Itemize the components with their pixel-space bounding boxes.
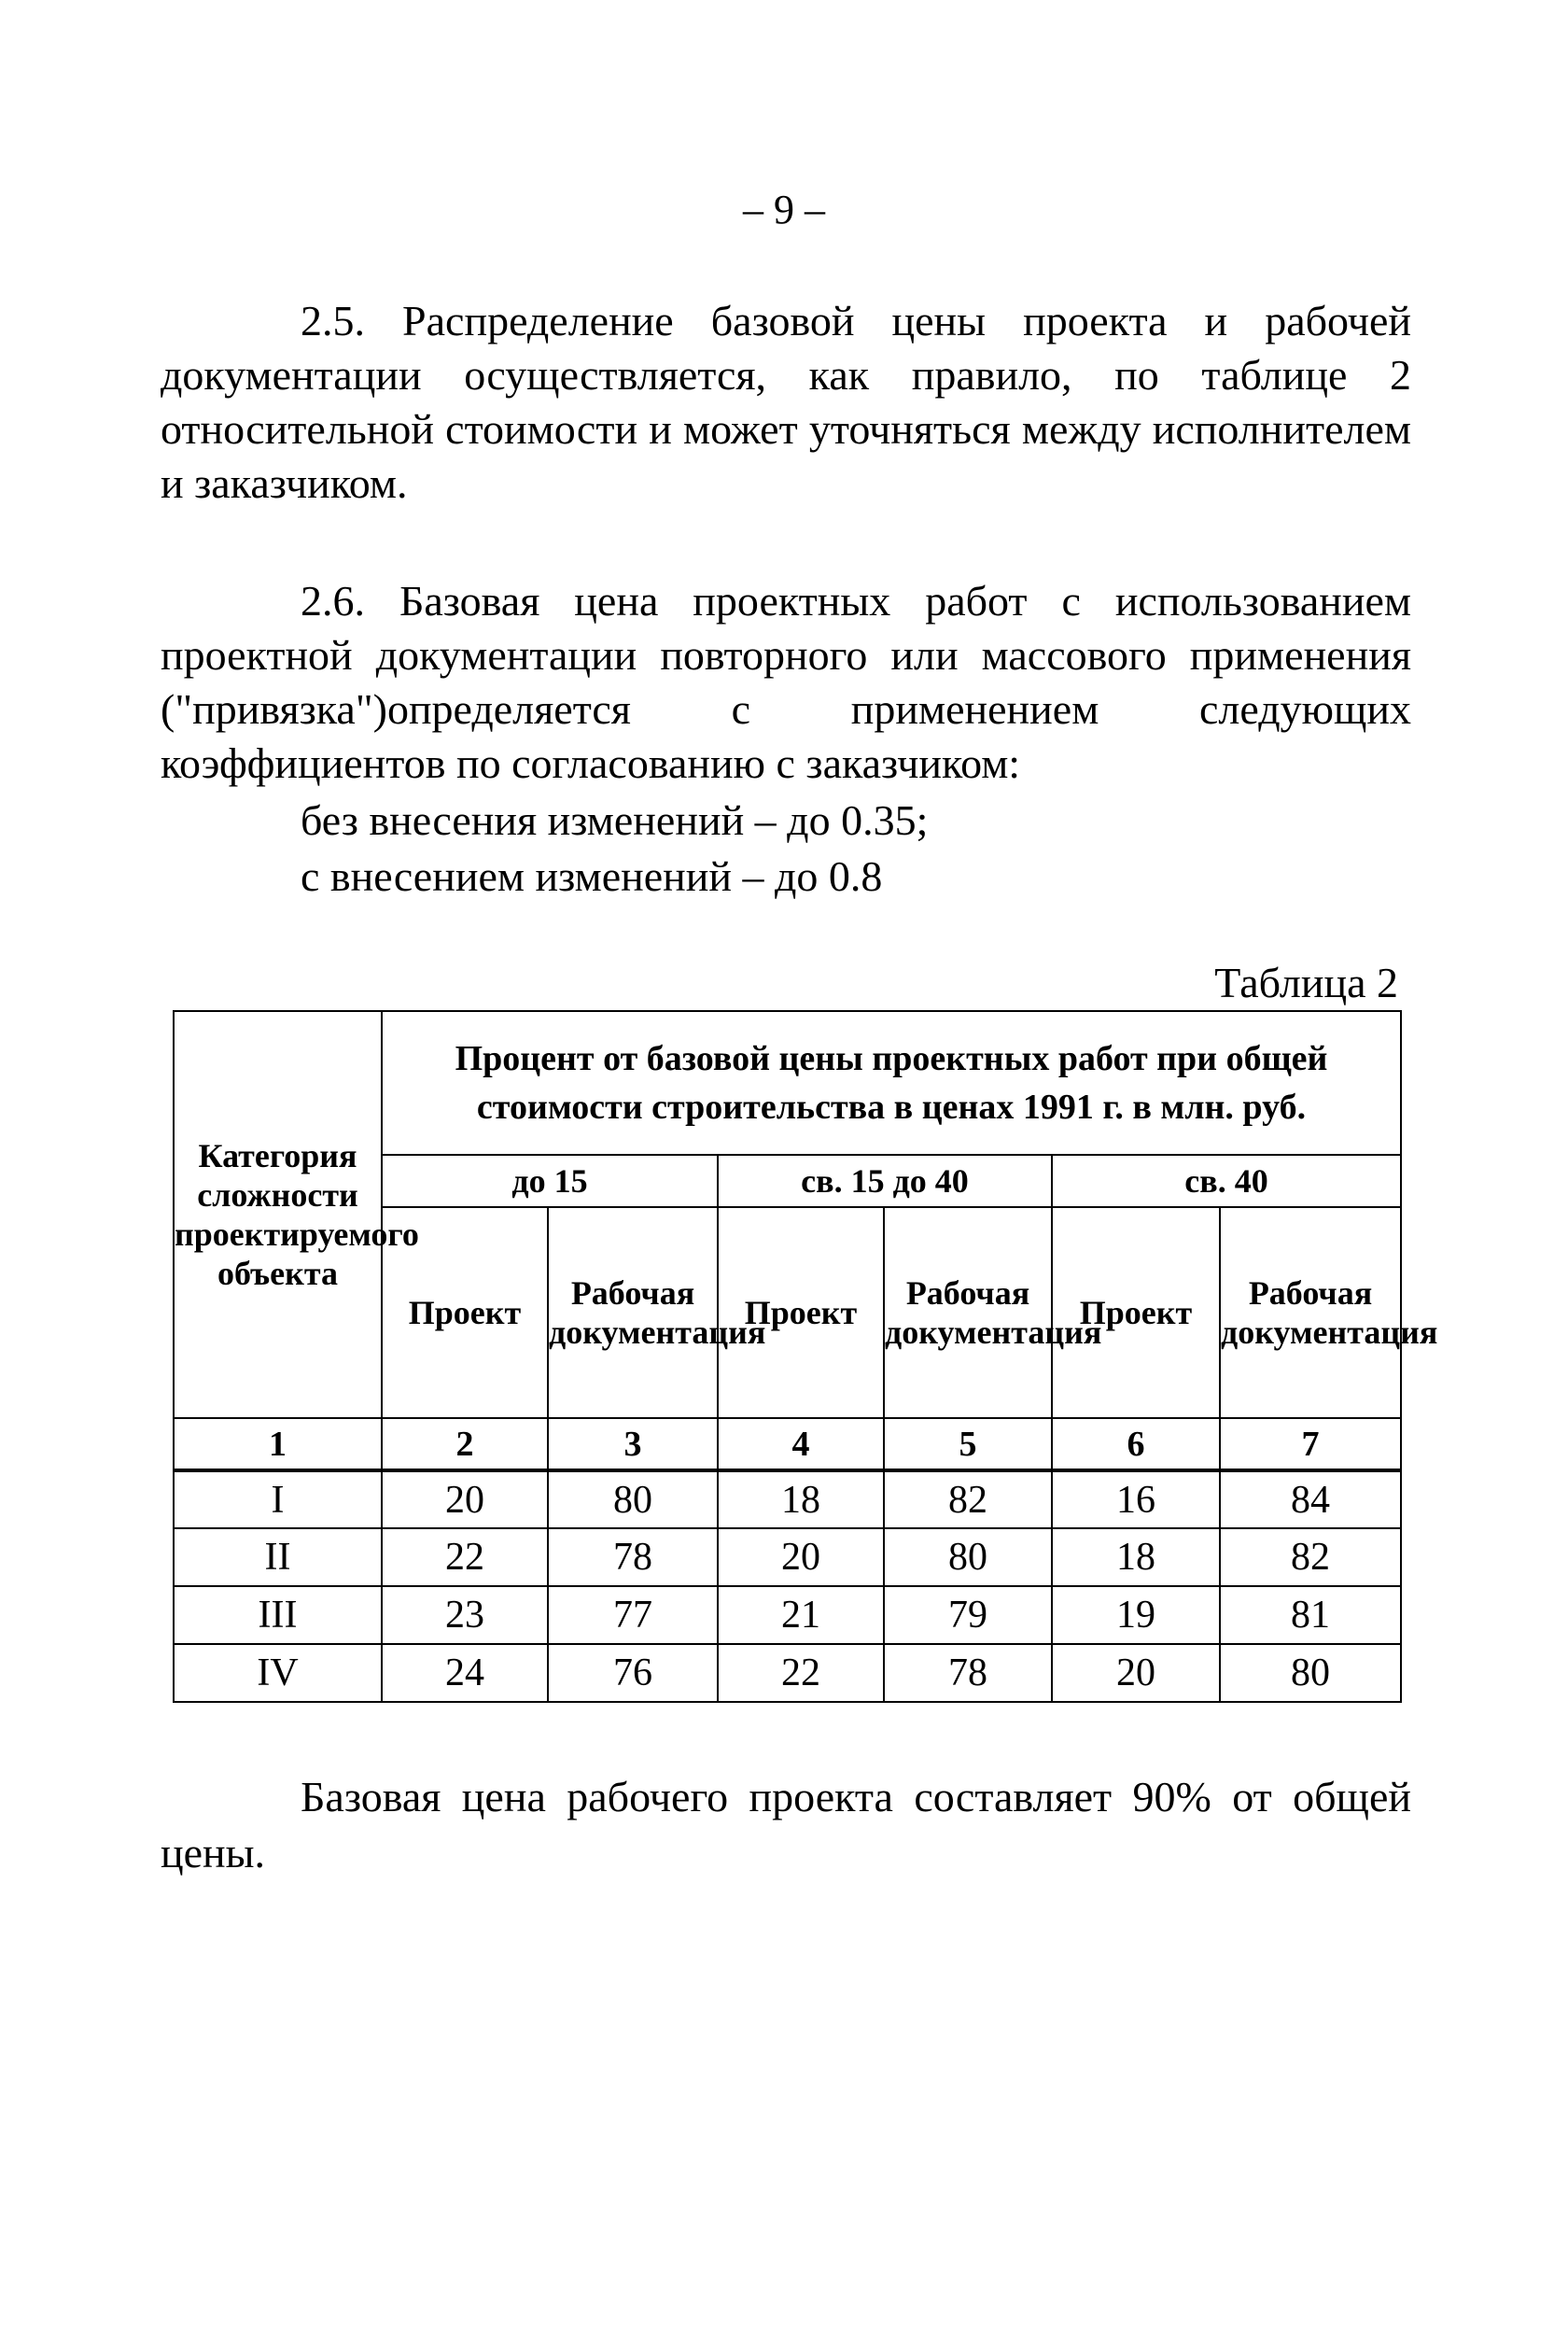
coefficient-with-changes: с внесением изменений – до 0.8 (301, 852, 883, 900)
table-row (174, 1470, 1401, 1528)
sub-header-working-docs: Рабочая документация (548, 1207, 718, 1418)
coefficient-no-changes: без внесения изменений – до 0.35; (301, 796, 929, 844)
table-cell: 18 (718, 1470, 884, 1528)
table-cell: 76 (548, 1644, 718, 1702)
category-cell: I (174, 1470, 382, 1528)
sub-header-working-docs: Рабочая документация (1220, 1207, 1401, 1418)
column-number: 1 (174, 1418, 382, 1470)
sub-header-project: Проект (1052, 1207, 1220, 1418)
table-row (174, 1528, 1401, 1586)
table-row (174, 1644, 1401, 1702)
paragraph-2-6: 2.6. Базовая цена проектных работ с использованием проектной документации повторного или массового применения ("привязка")определяется с применением следующих коэффициентов по согласованию с заказчиком: (161, 577, 1411, 787)
category-cell: III (174, 1586, 382, 1644)
column-number: 2 (382, 1418, 548, 1470)
table-cell: 22 (718, 1644, 884, 1702)
column-number: 7 (1220, 1418, 1401, 1470)
table-cell: 21 (718, 1586, 884, 1644)
table-cell: 23 (382, 1586, 548, 1644)
table-cell: 81 (1220, 1586, 1401, 1644)
table-cell: 78 (884, 1644, 1052, 1702)
sub-header-project: Проект (718, 1207, 884, 1418)
column-number: 6 (1052, 1418, 1220, 1470)
table-cell: 82 (884, 1470, 1052, 1528)
column-number-row (174, 1418, 1401, 1470)
main-header: Процент от базовой цены проектных работ при общей стоимости строительства в ценах 1991 г. в млн. руб. (382, 1011, 1401, 1155)
table-caption: Таблица 2 (1214, 959, 1398, 1006)
table-cell: 20 (382, 1470, 548, 1528)
header-row-main (174, 1011, 1401, 1155)
sub-header-working-docs: Рабочая документация (884, 1207, 1052, 1418)
column-number: 4 (718, 1418, 884, 1470)
table-cell: 20 (1052, 1644, 1220, 1702)
table-cell: 82 (1220, 1528, 1401, 1586)
paragraph-2-5: 2.5. Распределение базовой цены проекта и рабочей документации осуществляется, как правило, по таблице 2 относительной стоимости и может уточняться между исполнителем и заказчиком. (161, 297, 1411, 507)
group-header-over-40: св. 40 (1052, 1155, 1401, 1207)
table-cell: 84 (1220, 1470, 1401, 1528)
table-cell: 80 (884, 1528, 1052, 1586)
table-cell: 24 (382, 1644, 548, 1702)
table-cell: 19 (1052, 1586, 1220, 1644)
category-cell: II (174, 1528, 382, 1586)
table-cell: 79 (884, 1586, 1052, 1644)
category-cell: IV (174, 1644, 382, 1702)
table-row (174, 1586, 1401, 1644)
table-cell: 22 (382, 1528, 548, 1586)
table-cell: 78 (548, 1528, 718, 1586)
group-header-15-to-40: св. 15 до 40 (718, 1155, 1052, 1207)
page-number: – 9 – (743, 187, 825, 232)
column-number: 3 (548, 1418, 718, 1470)
table-cell: 18 (1052, 1528, 1220, 1586)
footer-note: Базовая цена рабочего проекта составляет 90% от общей цены. (161, 1773, 1411, 1876)
price-distribution-table (173, 1010, 1438, 1703)
group-header-up-to-15: до 15 (382, 1155, 718, 1207)
table-cell: 77 (548, 1586, 718, 1644)
table-cell: 80 (548, 1470, 718, 1528)
table-cell: 20 (718, 1528, 884, 1586)
column-number: 5 (884, 1418, 1052, 1470)
sub-header-project: Проект (382, 1207, 548, 1418)
category-header: Категория сложности проектируемого объекта (174, 1011, 382, 1418)
table-cell: 16 (1052, 1470, 1220, 1528)
table-cell: 80 (1220, 1644, 1401, 1702)
